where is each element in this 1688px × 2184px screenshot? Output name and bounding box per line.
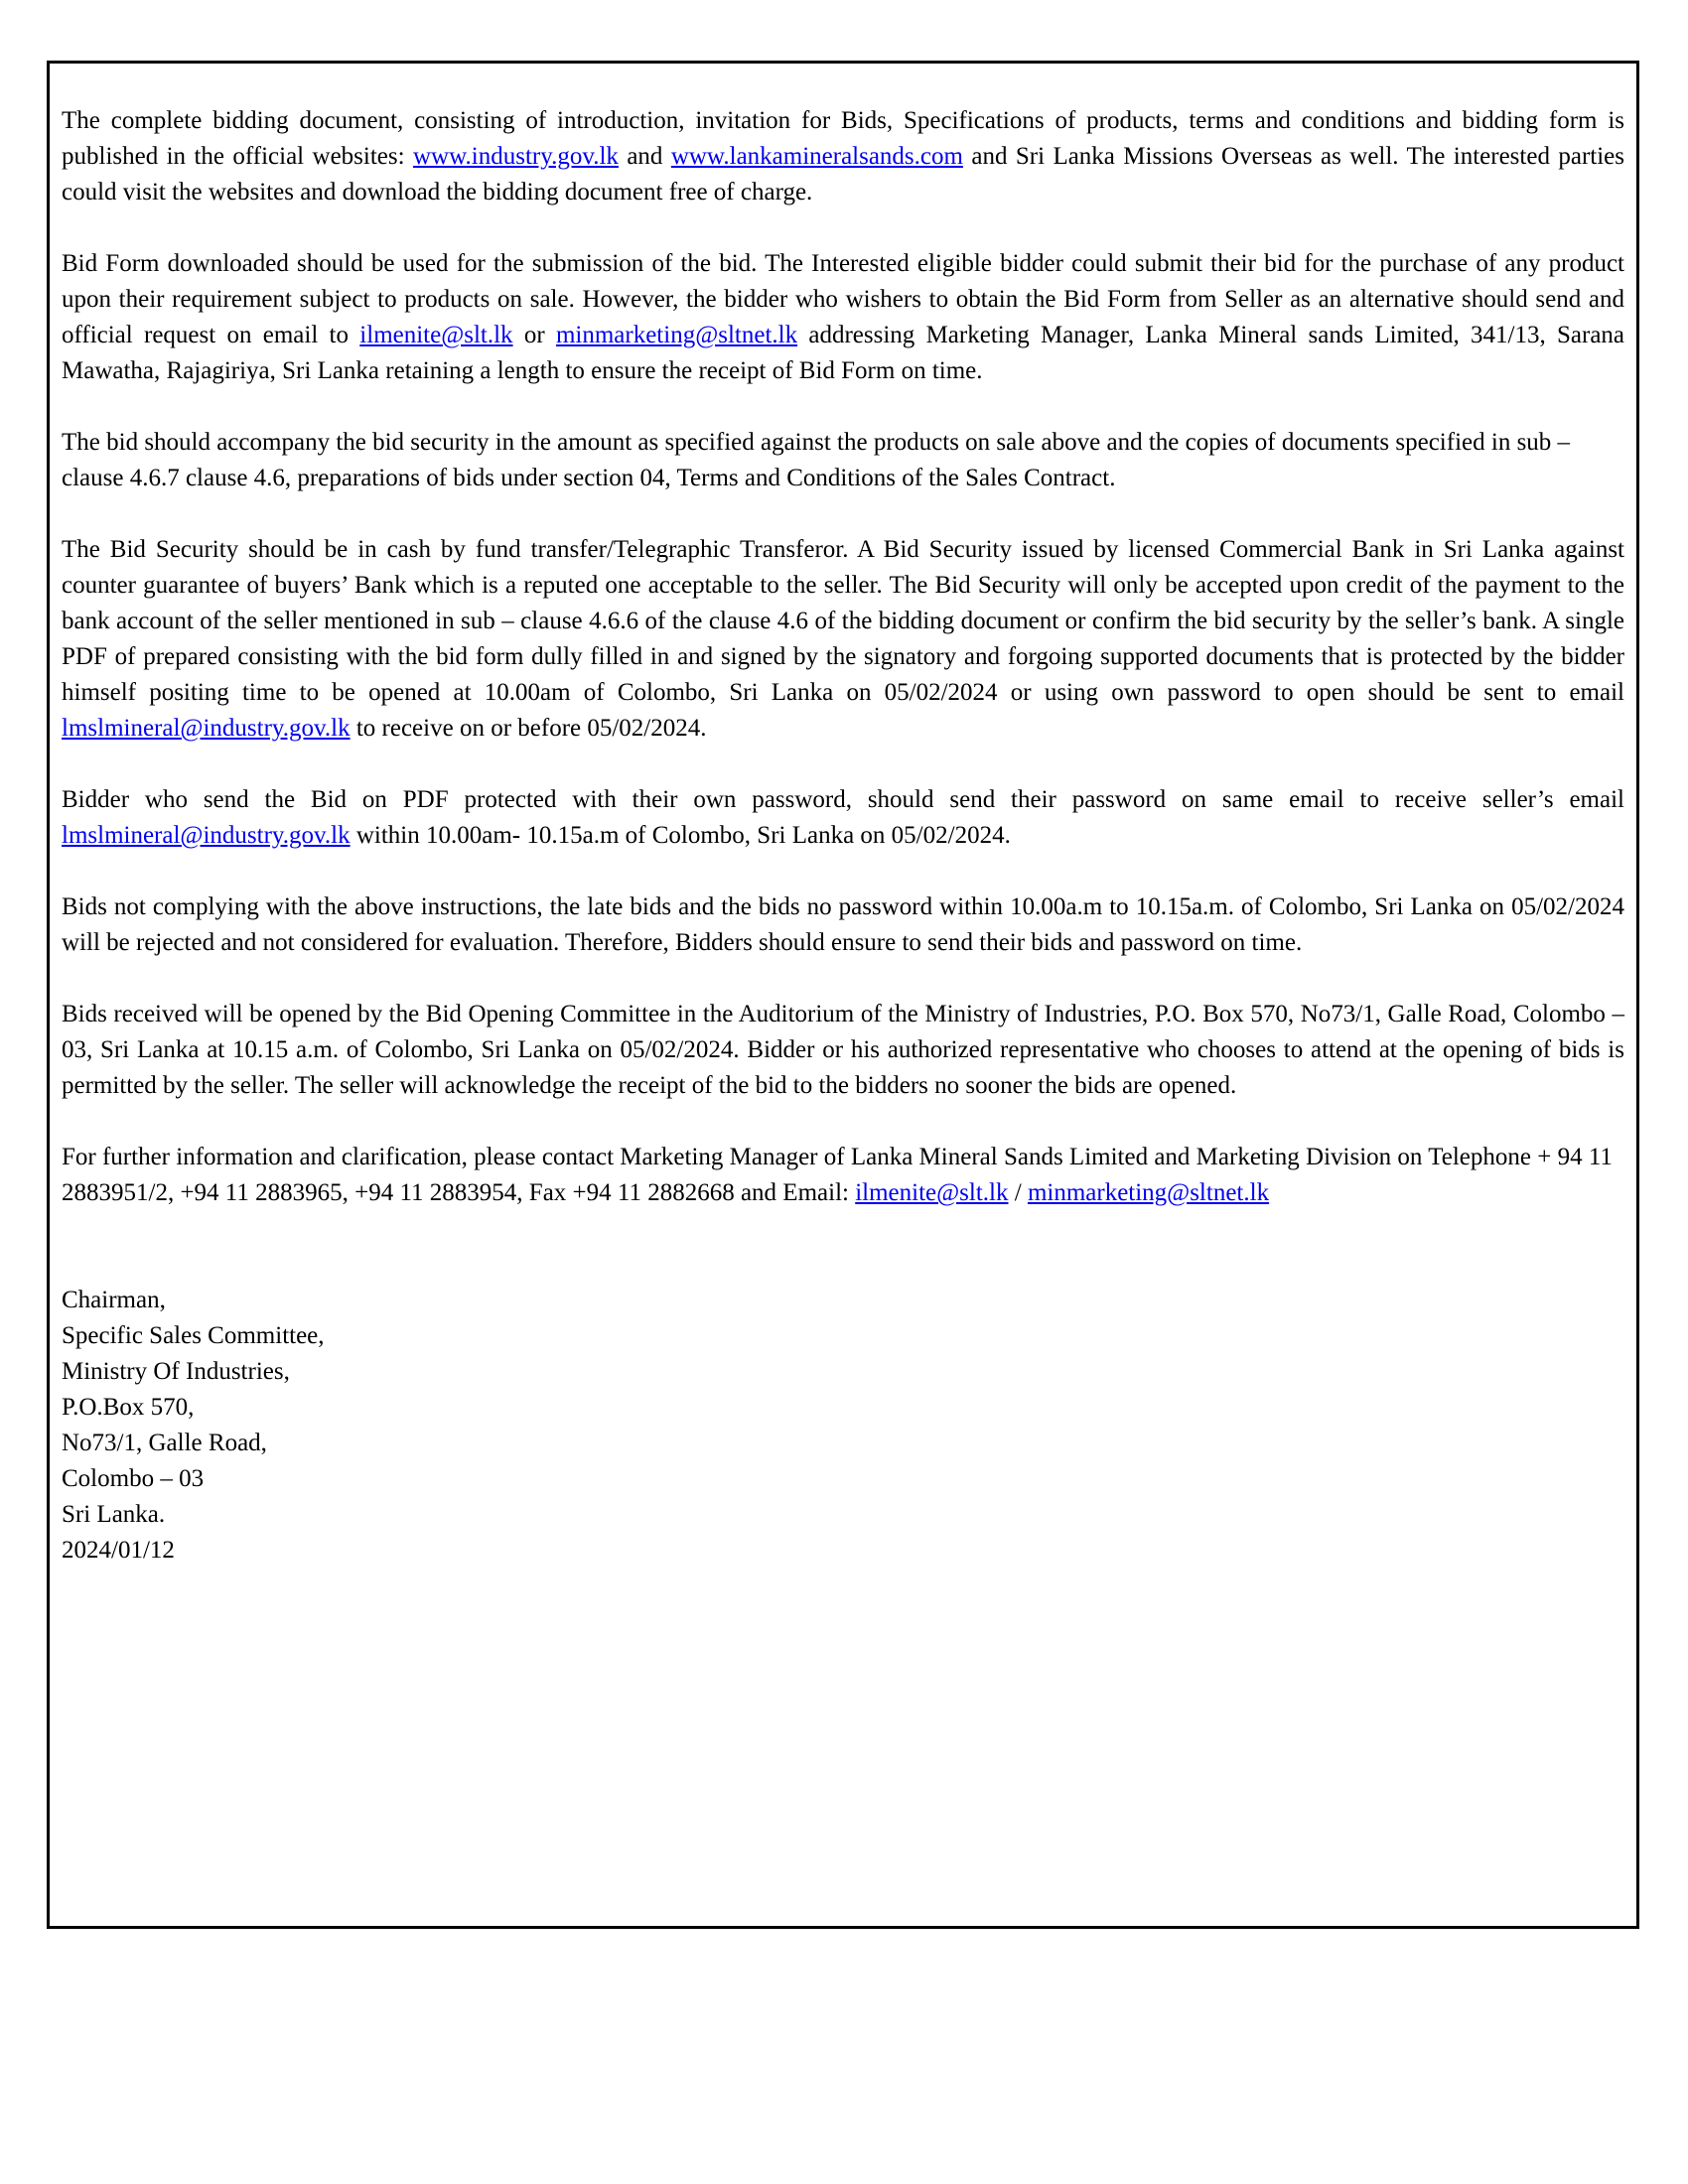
lmslmineral-industry-gov-lk-link[interactable]: lmslmineral@industry.gov.lk (62, 715, 351, 742)
signature-line-3: Ministry Of Industries, (62, 1358, 290, 1385)
paragraph-3 (62, 425, 1624, 496)
paragraph-2 (62, 246, 1624, 389)
text-run: Bids not complying with the above instructions, the late bids and the bids no password within 10.00a.m to 10.15a.m. of Colombo, Sri Lanka on 05/02/2024 will be rejected and not considered for evaluation. Therefore, Bidders should ensure to send their bids and password on time. (62, 893, 1624, 956)
text-run: and Sri Lanka Missions Overseas as well. The interested parties could visit the websites and download the bidding document free of charge. (62, 143, 1624, 205)
text-run: The bid should accompany the bid security in the amount as specified against the products on sale above and the copies of documents specified in sub – clause 4.6.7 clause 4.6, preparations of bids under section 04, Terms and Conditions of the Sales Contract. (62, 429, 1571, 491)
text-run: / (1008, 1179, 1028, 1206)
signature-line-4: P.O.Box 570, (62, 1394, 195, 1421)
paragraph-4 (62, 532, 1624, 747)
text-run: Bidder who send the Bid on PDF protected with their own password, should send their password on same email to receive seller’s email (62, 786, 1624, 813)
signature-line-5: No73/1, Galle Road, (62, 1430, 267, 1456)
paragraph-7 (62, 997, 1624, 1104)
paragraph-8 (62, 1140, 1624, 1211)
text-run: The Bid Security should be in cash by fund transfer/Telegraphic Transferor. A Bid Security issued by licensed Commercial Bank in Sri Lanka against counter guarantee of buyers’ Bank which is a reputed one acceptable to the seller. The Bid Security will only be accepted upon credit of the payment to the bank account of the seller mentioned in sub – clause 4.6.6 of the clause 4.6 of the bidding document or confirm the bid security by the seller’s bank. A single PDF of prepared consisting with the bid form dully filled in and signed by the signatory and forgoing supported documents that is protected by the bidder himself positing time to be opened at 10.00am of Colombo, Sri Lanka on 05/02/2024 or using own password to open should be sent to email (62, 536, 1624, 706)
www-industry-gov-lk-link[interactable]: www.industry.gov.lk (412, 143, 619, 170)
signature-line-6: Colombo – 03 (62, 1465, 205, 1492)
text-run: to receive on or before 05/02/2024. (350, 715, 707, 742)
text-run: addressing Marketing Manager, Lanka Mineral sands Limited, 341/13, Sarana Mawatha, Rajagiriya, Sri Lanka retaining a length to ensure the receipt of Bid Form on time. (62, 322, 1625, 384)
paragraph-1 (62, 103, 1624, 210)
paragraph-6 (62, 889, 1624, 961)
paragraphs-container (62, 103, 1624, 1211)
www-lankamineralsands-com-link[interactable]: www.lankamineralsands.com (670, 143, 963, 170)
text-run: The complete bidding document, consisting of introduction, invitation for Bids, Specifications of products, terms and conditions and bidding form is published in the official websites: (62, 107, 1624, 170)
text-run: within 10.00am- 10.15a.m of Colombo, Sri Lanka on 05/02/2024. (350, 822, 1011, 849)
text-run: Bids received will be opened by the Bid Opening Committee in the Auditorium of the Ministry of Industries, P.O. Box 570, No73/1, Galle Road, Colombo – 03, Sri Lanka at 10.15 a.m. of Colombo, Sri Lanka on 05/02/2024. Bidder or his authorized representative who chooses to attend at the opening of bids is permitted by the seller. The seller will acknowledge the receipt of the bid to the bidders no sooner the bids are opened. (62, 1001, 1624, 1099)
signature-line-1: Chairman, (62, 1287, 166, 1313)
signature-line-2: Specific Sales Committee, (62, 1322, 325, 1349)
minmarketing-sltnet-lk-link[interactable]: minmarketing@sltnet.lk (1027, 1179, 1270, 1206)
ilmenite-slt-lk-link[interactable]: ilmenite@slt.lk (855, 1179, 1009, 1206)
text-run: and (618, 143, 671, 170)
document-border-box (47, 61, 1639, 1929)
signature-block (62, 1283, 1624, 1569)
text-run: For further information and clarification, please contact Marketing Manager of Lanka Mineral Sands Limited and Marketing Division on Telephone + 94 11 2883951/2, +94 11 2883965, +94 11 2883954, Fax +94 11 2882668 and Email: (62, 1144, 1613, 1206)
signature-line-7: Sri Lanka. (62, 1501, 166, 1528)
minmarketing-sltnet-lk-link[interactable]: minmarketing@sltnet.lk (555, 322, 798, 348)
text-run: or (512, 322, 556, 348)
lmslmineral-industry-gov-lk-link[interactable]: lmslmineral@industry.gov.lk (62, 822, 351, 849)
signature-line-8: 2024/01/12 (62, 1537, 175, 1564)
text-run: Bid Form downloaded should be used for the submission of the bid. The Interested eligible bidder could submit their bid for the purchase of any product upon their requirement subject to products on sale. However, the bidder who wishers to obtain the Bid Form from Seller as an alternative should send and official request on email to (62, 250, 1624, 348)
document-content (50, 64, 1636, 1569)
paragraph-5 (62, 782, 1624, 854)
ilmenite-slt-lk-link[interactable]: ilmenite@slt.lk (359, 322, 513, 348)
